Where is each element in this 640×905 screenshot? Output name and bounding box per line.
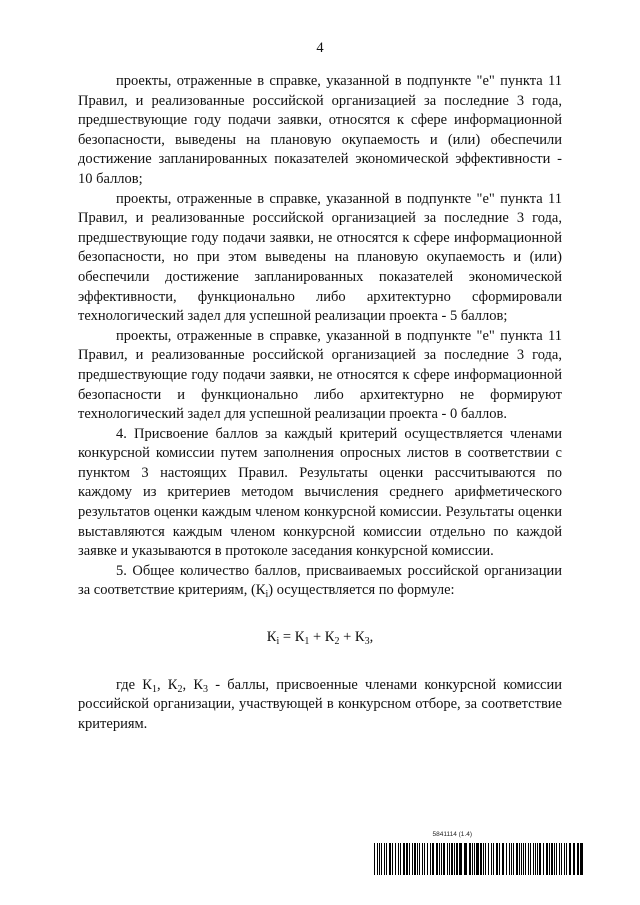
defs-text-2: , К <box>156 676 178 693</box>
formula-term-3: К <box>354 629 365 646</box>
formula-term-2: К <box>324 629 335 646</box>
formula-term-3-subscript: 3 <box>364 636 370 648</box>
barcode-code: 5841114 (1.4) <box>432 831 472 838</box>
defs-sub-3: 3 <box>203 683 208 695</box>
para5-text-after: ) осуществляется по формуле: <box>268 582 455 599</box>
formula-lhs-subscript: i <box>276 636 280 648</box>
paragraph-item-5 <box>78 562 562 601</box>
formula-term-1-subscript: 1 <box>304 636 310 648</box>
defs-sub-1: 1 <box>151 683 157 695</box>
formula-term-1: К <box>294 629 305 646</box>
paragraph-criterion-5: проекты, отраженные в справке, указанной в подпункте "е" пункта 11 Правил, и реализованные российской организацией за последние 3 года, предшествующие году подачи заявки, не относятся к сфере информационной безопасности, но при этом выведены на плановую окупаемость и (или) обеспечили достижение запланированных показателей экономической эффективности, функционально либо архитектурно сформировали технологический задел для успешной реализации проекта - 5 баллов; <box>78 190 562 325</box>
defs-text-1: где К <box>116 676 152 693</box>
para5-subscript: i <box>265 589 269 601</box>
page-number: 4 <box>316 40 324 56</box>
formula-term-2-subscript: 2 <box>334 636 340 648</box>
paragraph-criterion-10: проекты, отраженные в справке, указанной в подпункте "е" пункта 11 Правил, и реализованные российской организацией за последние 3 года, предшествующие году подачи заявки, относятся к сфере информационной безопасности, выведены на плановую окупаемость и (или) обеспечили достижение запланированных показателей экономической эффективности - 10 баллов; <box>78 73 562 187</box>
defs-sub-2: 2 <box>177 683 183 695</box>
paragraph-definitions <box>78 676 562 735</box>
document-body <box>78 72 562 734</box>
formula-plus-2: + <box>339 629 355 646</box>
formula-lhs: К <box>266 629 277 646</box>
defs-text-4: - баллы, присвоенные членами конкурсной комиссии российской организации, участвующей в конкурсном отборе, за соответствие критериям. <box>78 676 563 732</box>
barcode-block <box>374 831 584 875</box>
formula-plus-1: + <box>309 629 325 646</box>
formula-end: , <box>369 629 374 646</box>
formula-equals: = <box>279 629 295 646</box>
defs-text-3: , К <box>182 676 203 693</box>
paragraph-item-4: 4. Присвоение баллов за каждый критерий осуществляется членами конкурсной комиссии путем заполнения опросных листов в соответствии с пунктом 3 настоящих Правил. Результаты оценки рассчитываются по каждому из критериев методом вычисления среднего арифметического результатов оценки каждым членом конкурсной комиссии. Результаты оценки выставляются каждым членом конкурсной комиссии отдельно по каждой заявке и указываются в протоколе заседания конкурсной комиссии. <box>78 425 562 560</box>
score-formula <box>78 628 562 648</box>
para5-text-before: 5. Общее количество баллов, присваиваемых российской организации за соответствие критериям, (К <box>78 562 562 599</box>
barcode-icon <box>374 843 584 875</box>
paragraph-criterion-0: проекты, отраженные в справке, указанной в подпункте "е" пункта 11 Правил, и реализованные российской организацией за последние 3 года, предшествующие году подачи заявки, не относятся к сфере информационной безопасности и функционально либо архитектурно не формируют технологический задел для успешной реализации проекта - 0 баллов. <box>78 327 562 423</box>
